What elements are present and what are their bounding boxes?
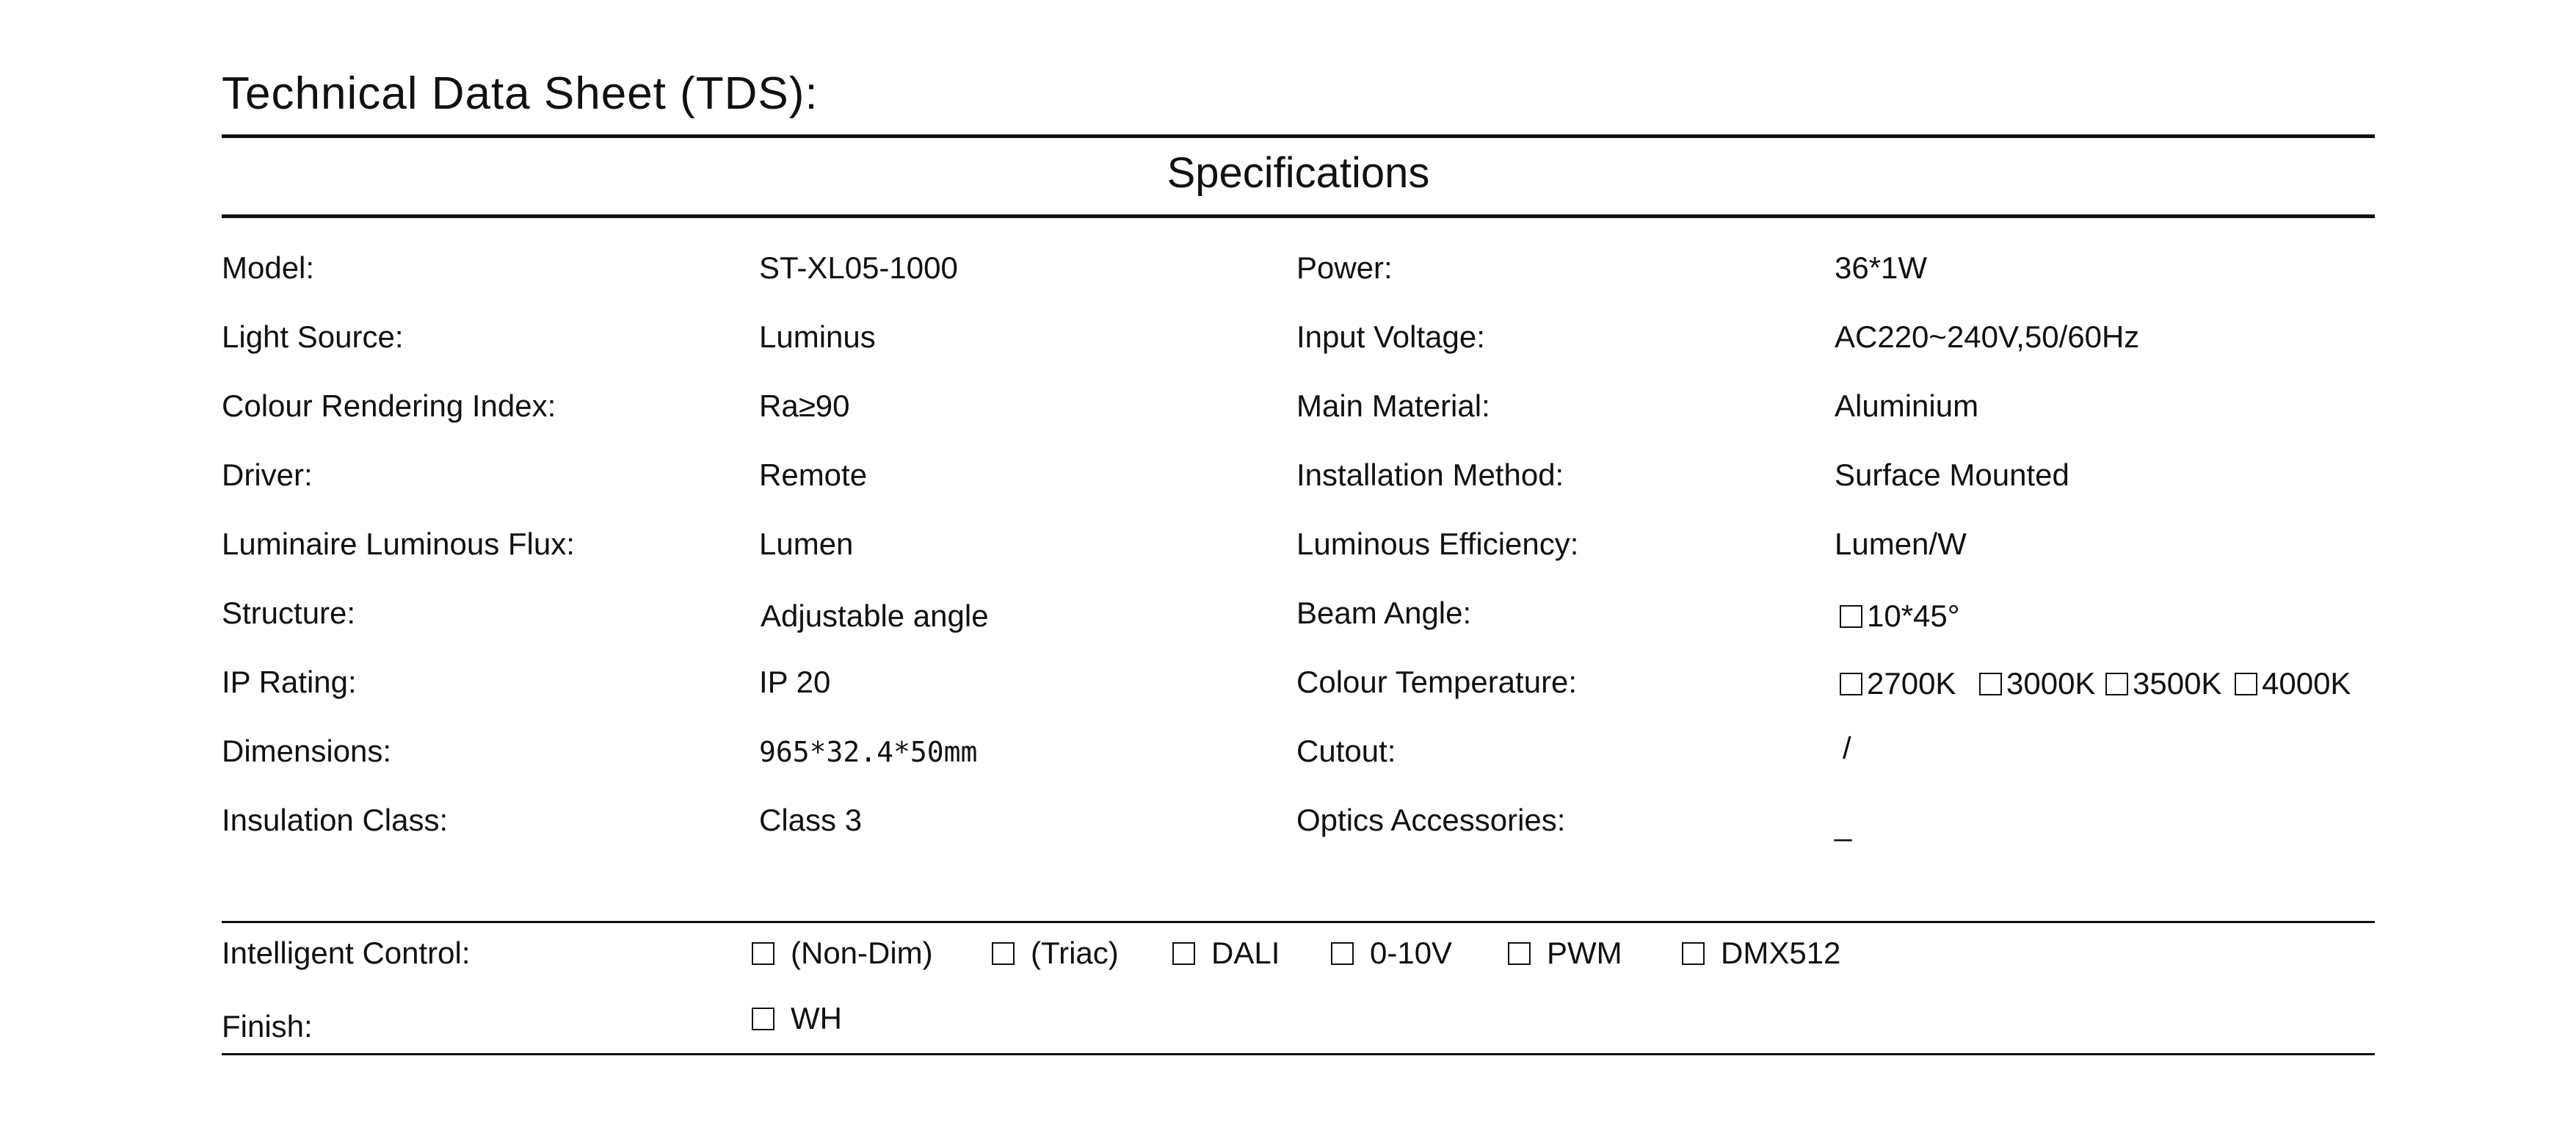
value-light-source: Luminus (759, 319, 876, 354)
label-cri: Colour Rendering Index: (222, 388, 556, 423)
label-finish: Finish: (222, 1009, 313, 1044)
value-cri: Ra≥90 (759, 388, 850, 423)
option-dmx512[interactable]: DMX512 (1682, 938, 1840, 969)
label-dimensions: Dimensions: (222, 734, 392, 768)
checkbox-icon[interactable] (992, 942, 1015, 965)
option-ct-3000k[interactable]: 3000K (1979, 668, 2095, 699)
value-ip-rating: IP 20 (759, 665, 831, 699)
label-cutout: Cutout: (1296, 734, 1396, 768)
value-input-voltage: AC220~240V,50/60Hz (1835, 319, 2140, 354)
value-luminous-efficiency: Lumen/W (1835, 527, 1967, 561)
label-light-source: Light Source: (222, 319, 404, 354)
checkbox-icon[interactable] (1331, 942, 1354, 965)
label-luminous-efficiency: Luminous Efficiency: (1296, 527, 1579, 561)
value-main-material: Aluminium (1835, 388, 1979, 423)
checkbox-icon[interactable] (2105, 673, 2128, 695)
label-power: Power: (1296, 250, 1393, 285)
label-input-voltage: Input Voltage: (1296, 319, 1485, 354)
value-dimensions: 965*32.4*50mm (759, 736, 978, 768)
value-cutout: / (1843, 731, 1851, 765)
section-rule (222, 214, 2375, 218)
controls-bottom-rule (222, 1053, 2375, 1055)
checkbox-icon[interactable] (2235, 673, 2257, 695)
checkbox-icon[interactable] (1172, 942, 1195, 965)
value-insulation-class: Class 3 (759, 803, 863, 837)
option-ct-3500k[interactable]: 3500K (2105, 668, 2221, 699)
checkbox-icon[interactable] (1979, 673, 2002, 695)
value-model: ST-XL05-1000 (759, 250, 958, 285)
checkbox-icon[interactable] (752, 1008, 774, 1030)
option-beam-angle[interactable]: 10*45° (1840, 601, 1960, 632)
checkbox-icon[interactable] (1840, 605, 1862, 628)
checkbox-icon[interactable] (752, 942, 774, 965)
option-finish-wh[interactable]: WH (752, 1003, 842, 1034)
option-dali[interactable]: DALI (1172, 938, 1280, 969)
option-ct-4000k[interactable]: 4000K (2235, 668, 2351, 699)
label-driver: Driver: (222, 458, 313, 492)
label-installation-method: Installation Method: (1296, 458, 1564, 492)
value-installation-method: Surface Mounted (1835, 458, 2069, 492)
checkbox-icon[interactable] (1840, 673, 1862, 695)
label-beam-angle: Beam Angle: (1296, 596, 1472, 630)
option-non-dim[interactable]: (Non-Dim) (752, 938, 933, 969)
label-colour-temperature: Colour Temperature: (1296, 665, 1578, 699)
checkbox-icon[interactable] (1682, 942, 1705, 965)
option-ct-2700k[interactable]: 2700K (1840, 668, 1956, 699)
option-0-10v[interactable]: 0-10V (1331, 938, 1452, 969)
section-title: Specifications (1167, 149, 1430, 197)
label-ip-rating: IP Rating: (222, 665, 357, 699)
value-driver: Remote (759, 458, 868, 492)
value-optics-accessories: _ (1835, 807, 1852, 842)
top-rule (222, 134, 2375, 138)
label-insulation-class: Insulation Class: (222, 803, 449, 837)
value-power: 36*1W (1835, 250, 1928, 285)
option-triac[interactable]: (Triac) (992, 938, 1119, 969)
controls-top-rule (222, 921, 2375, 923)
document-heading: Technical Data Sheet (TDS): (222, 68, 819, 119)
label-structure: Structure: (222, 596, 356, 630)
option-pwm[interactable]: PWM (1508, 938, 1622, 969)
label-intelligent-control: Intelligent Control: (222, 936, 471, 970)
label-main-material: Main Material: (1296, 388, 1490, 423)
checkbox-icon[interactable] (1508, 942, 1531, 965)
label-model: Model: (222, 250, 315, 285)
label-luminous-flux: Luminaire Luminous Flux: (222, 527, 575, 561)
value-structure: Adjustable angle (761, 599, 989, 633)
value-luminous-flux: Lumen (759, 527, 854, 561)
label-optics-accessories: Optics Accessories: (1296, 803, 1566, 837)
